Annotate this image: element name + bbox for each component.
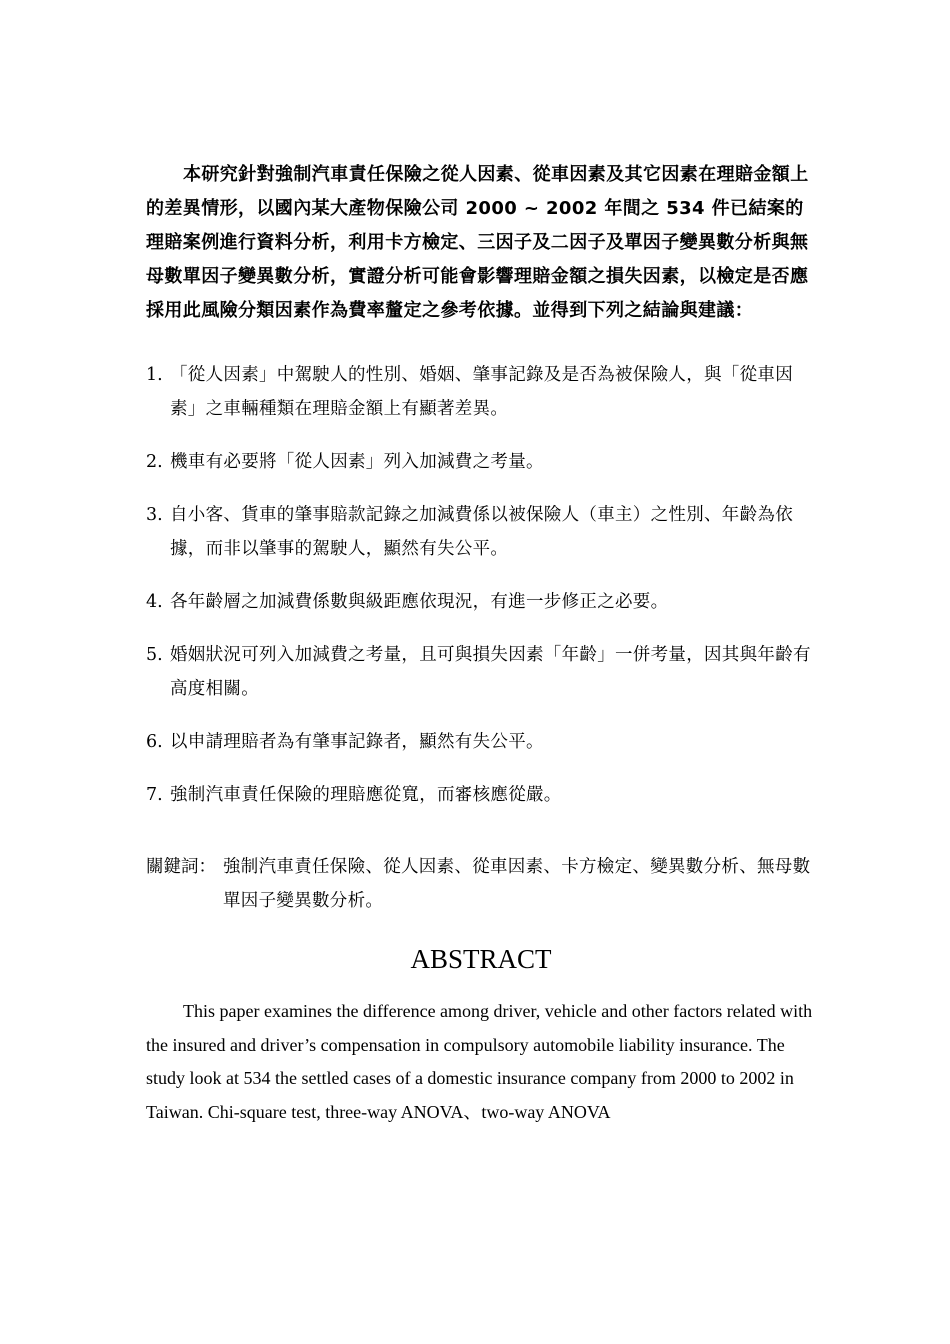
- item-text: 各年齡層之加減費係數與級距應依現況，有進一步修正之必要。: [170, 592, 669, 612]
- conclusions-list: [146, 358, 816, 812]
- item-text: 自小客、貨車的肇事賠款記錄之加減費係以被保險人（車主）之性別、年齡為依據，而非以肇事的駕駛人，顯然有失公平。: [170, 505, 793, 559]
- item-number: 3.: [146, 505, 163, 525]
- item-text: 強制汽車責任保險的理賠應從寬，而審核應從嚴。: [170, 785, 562, 805]
- abstract-heading: ABSTRACT: [410, 944, 552, 974]
- item-text: 以申請理賠者為有肇事記錄者，顯然有失公平。: [170, 732, 544, 752]
- list-item: [146, 585, 816, 619]
- item-number: 1.: [146, 365, 163, 385]
- item-number: 6.: [146, 732, 163, 752]
- document-page: [146, 158, 816, 1129]
- item-number: 7.: [146, 785, 163, 805]
- list-item: [146, 638, 816, 706]
- item-number: 2.: [146, 452, 163, 472]
- english-abstract-paragraph: This paper examines the difference among driver, vehicle and other factors related with the insured and driver’s compensation in compulsory automobile liability insurance. The study look at 534 the settled cases of a domestic insurance company from 2000 to 2002 in Taiwan. Chi-square test, three-way ANOVA、two-way ANOVA: [146, 1001, 813, 1122]
- chinese-abstract-paragraph: 本研究針對強制汽車責任保險之從人因素、從車因素及其它因素在理賠金額上的差異情形，以國內某大產物保險公司 2000 ~ 2002 年間之 534 件已結案的理賠案例進行資料分析，利用卡方檢定、三因子及二因子及單因子變異數分析與無母數單因子變異數分析，實證分析可能會影響理賠金額之損失因素，以檢定是否應採用此風險分類因素作為費率釐定之參考依據。並得到下列之結論與建議：: [146, 164, 809, 321]
- item-text: 機車有必要將「從人因素」列入加減費之考量。: [170, 452, 544, 472]
- keywords: [146, 850, 816, 918]
- keywords-text: 強制汽車責任保險、從人因素、從車因素、卡方檢定、變異數分析、無母數單因子變異數分析。: [223, 857, 811, 911]
- list-item: [146, 358, 816, 426]
- list-item: [146, 725, 816, 759]
- list-item: [146, 445, 816, 479]
- item-text: 「從人因素」中駕駛人的性別、婚姻、肇事記錄及是否為被保險人，與「從車因素」之車輛種類在理賠金額上有顯著差異。: [170, 365, 793, 419]
- list-item: [146, 778, 816, 812]
- item-number: 4.: [146, 592, 163, 612]
- item-text: 婚姻狀況可列入加減費之考量，且可與損失因素「年齡」一併考量，因其與年齡有高度相關。: [170, 645, 811, 699]
- item-number: 5.: [146, 645, 163, 665]
- keywords-label: 關鍵詞：: [146, 857, 216, 877]
- list-item: [146, 498, 816, 566]
